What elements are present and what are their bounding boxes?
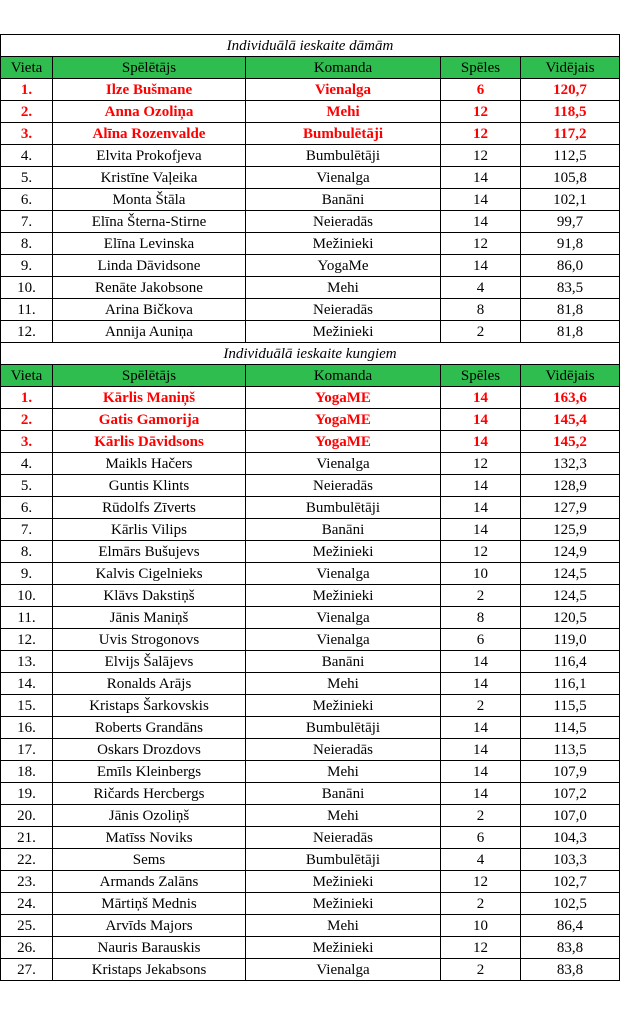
cell-average: 120,5 — [521, 607, 620, 629]
cell-average: 120,7 — [521, 79, 620, 101]
cell-team: Neieradās — [246, 299, 441, 321]
cell-games: 12 — [441, 453, 521, 475]
cell-team: YogaME — [246, 387, 441, 409]
cell-team: Mežinieki — [246, 233, 441, 255]
table-row — [1, 607, 620, 629]
table-row — [1, 277, 620, 299]
cell-games: 12 — [441, 541, 521, 563]
table-row — [1, 387, 620, 409]
table-row — [1, 475, 620, 497]
cell-team: YogaME — [246, 431, 441, 453]
cell-games: 14 — [441, 475, 521, 497]
cell-team: YogaME — [246, 409, 441, 431]
cell-place: 1. — [1, 79, 53, 101]
cell-average: 112,5 — [521, 145, 620, 167]
cell-games: 8 — [441, 299, 521, 321]
cell-average: 128,9 — [521, 475, 620, 497]
cell-place: 3. — [1, 431, 53, 453]
cell-player: Annija Auniņa — [53, 321, 246, 343]
cell-games: 6 — [441, 827, 521, 849]
cell-average: 81,8 — [521, 321, 620, 343]
column-header-team: Komanda — [246, 57, 441, 79]
cell-average: 127,9 — [521, 497, 620, 519]
cell-place: 24. — [1, 893, 53, 915]
cell-games: 12 — [441, 101, 521, 123]
cell-player: Mārtiņš Mednis — [53, 893, 246, 915]
column-header-games: Spēles — [441, 57, 521, 79]
cell-team: Mežinieki — [246, 937, 441, 959]
cell-team: Mehi — [246, 673, 441, 695]
cell-player: Elīna Levinska — [53, 233, 246, 255]
cell-player: Jānis Ozoliņš — [53, 805, 246, 827]
cell-games: 14 — [441, 387, 521, 409]
cell-player: Arina Bičkova — [53, 299, 246, 321]
cell-games: 14 — [441, 651, 521, 673]
cell-team: Mežinieki — [246, 695, 441, 717]
table-row — [1, 717, 620, 739]
cell-team: Neieradās — [246, 827, 441, 849]
cell-games: 8 — [441, 607, 521, 629]
column-header-average: Vidējais — [521, 57, 620, 79]
cell-games: 6 — [441, 629, 521, 651]
cell-games: 14 — [441, 717, 521, 739]
cell-average: 132,3 — [521, 453, 620, 475]
cell-team: Banāni — [246, 189, 441, 211]
standings-table — [0, 34, 620, 981]
cell-place: 11. — [1, 299, 53, 321]
cell-games: 14 — [441, 519, 521, 541]
table-row — [1, 497, 620, 519]
cell-games: 14 — [441, 167, 521, 189]
cell-player: Klāvs Dakstiņš — [53, 585, 246, 607]
cell-place: 21. — [1, 827, 53, 849]
section-title-row — [1, 35, 620, 57]
cell-place: 9. — [1, 563, 53, 585]
cell-team: Neieradās — [246, 739, 441, 761]
cell-player: Sems — [53, 849, 246, 871]
cell-games: 14 — [441, 431, 521, 453]
cell-average: 117,2 — [521, 123, 620, 145]
cell-place: 2. — [1, 409, 53, 431]
cell-place: 22. — [1, 849, 53, 871]
cell-player: Kārlis Maniņš — [53, 387, 246, 409]
cell-place: 13. — [1, 651, 53, 673]
cell-games: 14 — [441, 739, 521, 761]
cell-player: Oskars Drozdovs — [53, 739, 246, 761]
table-row — [1, 299, 620, 321]
cell-games: 12 — [441, 145, 521, 167]
table-header-row — [1, 365, 620, 387]
table-row — [1, 849, 620, 871]
table-row — [1, 673, 620, 695]
table-row — [1, 233, 620, 255]
cell-games: 10 — [441, 915, 521, 937]
column-header-player: Spēlētājs — [53, 57, 246, 79]
cell-team: Vienalga — [246, 167, 441, 189]
cell-games: 4 — [441, 849, 521, 871]
cell-average: 99,7 — [521, 211, 620, 233]
cell-place: 11. — [1, 607, 53, 629]
cell-player: Elīna Šterna-Stirne — [53, 211, 246, 233]
cell-team: Banāni — [246, 651, 441, 673]
column-header-games: Spēles — [441, 365, 521, 387]
cell-games: 12 — [441, 233, 521, 255]
cell-average: 116,4 — [521, 651, 620, 673]
cell-place: 8. — [1, 541, 53, 563]
cell-player: Anna Ozoliņa — [53, 101, 246, 123]
table-row — [1, 79, 620, 101]
table-row — [1, 431, 620, 453]
table-row — [1, 871, 620, 893]
table-row — [1, 519, 620, 541]
cell-player: Matīss Noviks — [53, 827, 246, 849]
cell-player: Elvijs Šalājevs — [53, 651, 246, 673]
cell-games: 14 — [441, 673, 521, 695]
cell-player: Maikls Hačers — [53, 453, 246, 475]
cell-team: Bumbulētāji — [246, 849, 441, 871]
cell-games: 12 — [441, 871, 521, 893]
cell-team: Mežinieki — [246, 541, 441, 563]
cell-player: Emīls Kleinbergs — [53, 761, 246, 783]
table-row — [1, 563, 620, 585]
cell-games: 2 — [441, 321, 521, 343]
cell-average: 86,0 — [521, 255, 620, 277]
cell-average: 83,5 — [521, 277, 620, 299]
table-row — [1, 255, 620, 277]
cell-place: 5. — [1, 475, 53, 497]
cell-place: 14. — [1, 673, 53, 695]
cell-player: Kristaps Šarkovskis — [53, 695, 246, 717]
cell-average: 118,5 — [521, 101, 620, 123]
cell-place: 16. — [1, 717, 53, 739]
cell-average: 81,8 — [521, 299, 620, 321]
cell-team: Banāni — [246, 519, 441, 541]
cell-team: Vienalga — [246, 629, 441, 651]
cell-games: 10 — [441, 563, 521, 585]
column-header-average: Vidējais — [521, 365, 620, 387]
table-row — [1, 651, 620, 673]
cell-team: Vienalga — [246, 563, 441, 585]
table-row — [1, 629, 620, 651]
cell-player: Jānis Maniņš — [53, 607, 246, 629]
cell-team: Mehi — [246, 101, 441, 123]
table-row — [1, 915, 620, 937]
cell-average: 83,8 — [521, 937, 620, 959]
section-title: Individuālā ieskaite dāmām — [1, 35, 620, 57]
table-row — [1, 101, 620, 123]
cell-place: 1. — [1, 387, 53, 409]
cell-games: 14 — [441, 189, 521, 211]
table-row — [1, 541, 620, 563]
table-row — [1, 167, 620, 189]
cell-player: Kārlis Vilips — [53, 519, 246, 541]
cell-team: Mežinieki — [246, 871, 441, 893]
cell-average: 145,4 — [521, 409, 620, 431]
cell-team: Bumbulētāji — [246, 717, 441, 739]
cell-average: 83,8 — [521, 959, 620, 981]
cell-player: Rūdolfs Zīverts — [53, 497, 246, 519]
cell-team: Vienalga — [246, 607, 441, 629]
cell-games: 4 — [441, 277, 521, 299]
cell-games: 2 — [441, 695, 521, 717]
cell-average: 116,1 — [521, 673, 620, 695]
cell-average: 125,9 — [521, 519, 620, 541]
cell-place: 9. — [1, 255, 53, 277]
cell-place: 18. — [1, 761, 53, 783]
cell-place: 27. — [1, 959, 53, 981]
cell-team: Bumbulētāji — [246, 145, 441, 167]
cell-player: Gatis Gamorija — [53, 409, 246, 431]
table-header-row — [1, 57, 620, 79]
cell-games: 2 — [441, 959, 521, 981]
cell-player: Renāte Jakobsone — [53, 277, 246, 299]
table-row — [1, 783, 620, 805]
table-row — [1, 321, 620, 343]
cell-player: Roberts Grandāns — [53, 717, 246, 739]
cell-team: Vienalga — [246, 959, 441, 981]
cell-player: Elvita Prokofjeva — [53, 145, 246, 167]
cell-player: Arvīds Majors — [53, 915, 246, 937]
cell-team: Banāni — [246, 783, 441, 805]
section-title-row — [1, 343, 620, 365]
cell-place: 10. — [1, 585, 53, 607]
cell-average: 113,5 — [521, 739, 620, 761]
table-row — [1, 123, 620, 145]
table-row — [1, 409, 620, 431]
cell-team: Neieradās — [246, 211, 441, 233]
cell-place: 20. — [1, 805, 53, 827]
cell-player: Alīna Rozenvalde — [53, 123, 246, 145]
cell-games: 6 — [441, 79, 521, 101]
table-row — [1, 805, 620, 827]
cell-team: Vienalga — [246, 453, 441, 475]
cell-player: Guntis Klints — [53, 475, 246, 497]
cell-average: 102,7 — [521, 871, 620, 893]
cell-place: 3. — [1, 123, 53, 145]
cell-average: 163,6 — [521, 387, 620, 409]
cell-average: 107,0 — [521, 805, 620, 827]
table-row — [1, 937, 620, 959]
cell-average: 102,1 — [521, 189, 620, 211]
cell-place: 12. — [1, 629, 53, 651]
cell-place: 26. — [1, 937, 53, 959]
cell-team: Bumbulētāji — [246, 123, 441, 145]
cell-player: Linda Dāvidsone — [53, 255, 246, 277]
cell-average: 102,5 — [521, 893, 620, 915]
cell-team: Mehi — [246, 277, 441, 299]
cell-place: 15. — [1, 695, 53, 717]
cell-average: 145,2 — [521, 431, 620, 453]
cell-team: Bumbulētāji — [246, 497, 441, 519]
cell-games: 2 — [441, 893, 521, 915]
column-header-player: Spēlētājs — [53, 365, 246, 387]
table-row — [1, 145, 620, 167]
cell-place: 4. — [1, 453, 53, 475]
cell-player: Armands Zalāns — [53, 871, 246, 893]
cell-games: 14 — [441, 761, 521, 783]
table-row — [1, 585, 620, 607]
cell-team: Vienalga — [246, 79, 441, 101]
cell-games: 12 — [441, 937, 521, 959]
table-row — [1, 189, 620, 211]
cell-games: 12 — [441, 123, 521, 145]
cell-place: 10. — [1, 277, 53, 299]
cell-average: 103,3 — [521, 849, 620, 871]
cell-player: Kristaps Jekabsons — [53, 959, 246, 981]
cell-player: Ronalds Arājs — [53, 673, 246, 695]
cell-place: 7. — [1, 519, 53, 541]
cell-average: 86,4 — [521, 915, 620, 937]
table-row — [1, 695, 620, 717]
cell-place: 6. — [1, 189, 53, 211]
column-header-place: Vieta — [1, 57, 53, 79]
cell-player: Ričards Hercbergs — [53, 783, 246, 805]
cell-average: 124,5 — [521, 563, 620, 585]
table-row — [1, 893, 620, 915]
cell-average: 114,5 — [521, 717, 620, 739]
cell-place: 12. — [1, 321, 53, 343]
table-row — [1, 453, 620, 475]
table-row — [1, 211, 620, 233]
cell-average: 124,5 — [521, 585, 620, 607]
cell-team: Neieradās — [246, 475, 441, 497]
cell-place: 25. — [1, 915, 53, 937]
cell-games: 14 — [441, 211, 521, 233]
cell-player: Nauris Barauskis — [53, 937, 246, 959]
cell-games: 14 — [441, 409, 521, 431]
cell-player: Kārlis Dāvidsons — [53, 431, 246, 453]
column-header-place: Vieta — [1, 365, 53, 387]
cell-place: 6. — [1, 497, 53, 519]
cell-place: 4. — [1, 145, 53, 167]
cell-player: Monta Štāla — [53, 189, 246, 211]
cell-games: 2 — [441, 585, 521, 607]
cell-player: Ilze Bušmane — [53, 79, 246, 101]
cell-average: 105,8 — [521, 167, 620, 189]
cell-player: Kalvis Cigelnieks — [53, 563, 246, 585]
cell-place: 5. — [1, 167, 53, 189]
cell-team: Mežinieki — [246, 321, 441, 343]
cell-average: 124,9 — [521, 541, 620, 563]
cell-team: Mežinieki — [246, 893, 441, 915]
column-header-team: Komanda — [246, 365, 441, 387]
cell-place: 2. — [1, 101, 53, 123]
cell-place: 17. — [1, 739, 53, 761]
cell-team: Mežinieki — [246, 585, 441, 607]
cell-team: Mehi — [246, 805, 441, 827]
table-row — [1, 761, 620, 783]
cell-average: 107,9 — [521, 761, 620, 783]
cell-games: 2 — [441, 805, 521, 827]
table-row — [1, 959, 620, 981]
cell-games: 14 — [441, 783, 521, 805]
cell-place: 8. — [1, 233, 53, 255]
table-row — [1, 827, 620, 849]
cell-player: Elmārs Bušujevs — [53, 541, 246, 563]
section-title: Individuālā ieskaite kungiem — [1, 343, 620, 365]
table-row — [1, 739, 620, 761]
cell-place: 7. — [1, 211, 53, 233]
cell-average: 115,5 — [521, 695, 620, 717]
cell-games: 14 — [441, 255, 521, 277]
cell-games: 14 — [441, 497, 521, 519]
cell-team: YogaMe — [246, 255, 441, 277]
cell-player: Uvis Strogonovs — [53, 629, 246, 651]
cell-average: 91,8 — [521, 233, 620, 255]
cell-team: Mehi — [246, 761, 441, 783]
cell-player: Kristīne Vaļeika — [53, 167, 246, 189]
cell-average: 104,3 — [521, 827, 620, 849]
cell-place: 23. — [1, 871, 53, 893]
cell-average: 107,2 — [521, 783, 620, 805]
cell-average: 119,0 — [521, 629, 620, 651]
cell-team: Mehi — [246, 915, 441, 937]
cell-place: 19. — [1, 783, 53, 805]
